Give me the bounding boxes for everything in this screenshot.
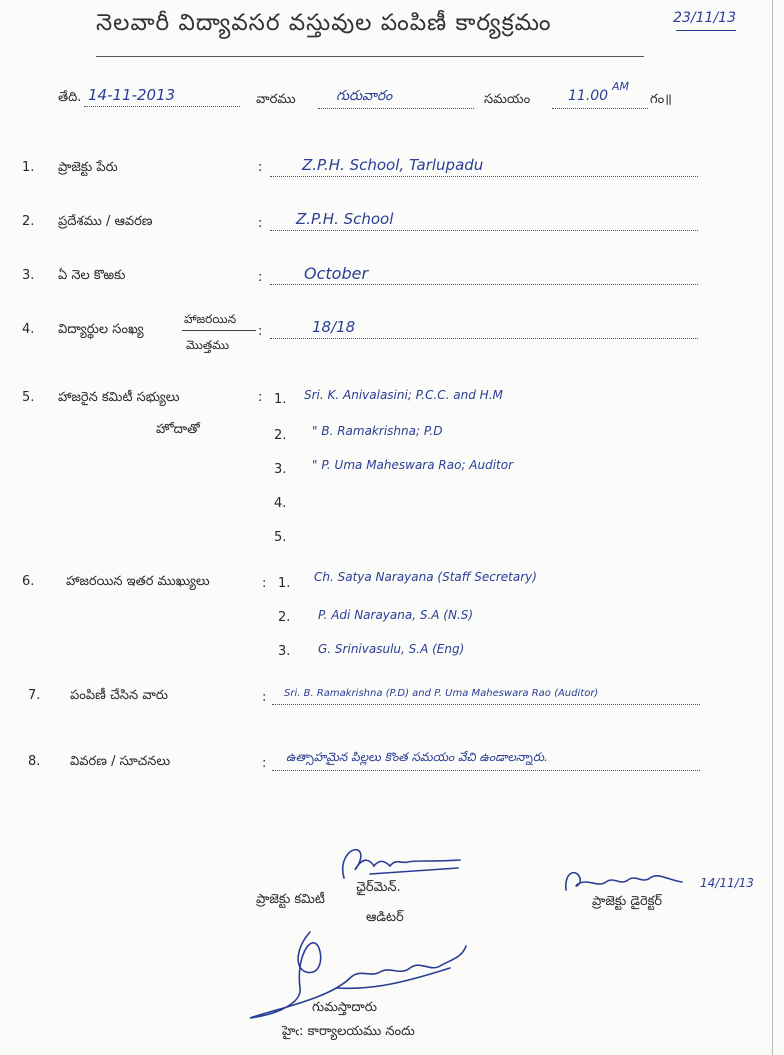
row-number: 5. — [22, 390, 35, 405]
time-dotline — [552, 108, 648, 109]
row-dotline — [272, 704, 700, 705]
row-dotline — [272, 770, 700, 771]
project-name-value: Z.P.H. School, Tarlupadu — [302, 156, 484, 174]
remarks-value: ఉత్సాహమైన పిల్లలు కొంత సమయం వేచి ఉండాలన్నారు. — [286, 750, 548, 764]
corner-date-underline — [676, 30, 736, 31]
total-label: మొత్తము — [186, 338, 230, 352]
remarks-label: వివరణ / సూచనలు — [70, 754, 171, 769]
weekday-value: గురువారం — [336, 88, 393, 104]
row-number: 1. — [22, 160, 35, 175]
project-name-label: ప్రాజెక్టు పేరు — [58, 160, 118, 175]
students-label: విద్యార్థుల సంఖ్య — [58, 322, 144, 337]
row-number: 4. — [22, 322, 35, 337]
row-dotline — [270, 230, 698, 231]
date-dotline — [84, 106, 240, 107]
row-number: 7. — [28, 688, 41, 703]
other-member: Ch. Satya Narayana (Staff Secretary) — [314, 570, 537, 584]
row-dotline — [270, 338, 698, 339]
month-value: October — [304, 264, 369, 283]
member-number: 5. — [274, 530, 287, 545]
colon: : — [258, 216, 263, 231]
member-number: 1. — [274, 392, 287, 407]
location-value: Z.P.H. School — [296, 210, 394, 228]
colon: : — [258, 270, 263, 285]
colon: : — [262, 756, 267, 771]
colon: : — [258, 390, 263, 405]
committee-sublabel: హోదాతో — [156, 422, 200, 437]
member-number: 1. — [278, 576, 291, 591]
clerk-label: గుమస్తాదారు — [312, 1000, 377, 1015]
date-value: 14-11-2013 — [88, 86, 176, 104]
colon: : — [262, 576, 267, 591]
committee-member: Sri. K. Anivalasini; P.C.C. and H.M — [304, 388, 503, 402]
students-value: 18/18 — [312, 318, 356, 336]
time-unit: గం॥ — [650, 92, 672, 107]
other-member: P. Adi Narayana, S.A (N.S) — [318, 608, 474, 622]
director-signature — [558, 862, 698, 898]
time-value: 11.00 — [568, 88, 609, 104]
others-label: హాజరయిన ఇతర ముఖ్యులు — [66, 574, 210, 589]
colon: : — [262, 690, 267, 705]
director-date: 14/11/13 — [700, 876, 754, 890]
row-dotline — [270, 176, 698, 177]
weekday-dotline — [318, 108, 474, 109]
committee-sign-label: ప్రాజెక్టు కమిటీ — [256, 892, 325, 907]
row-number: 2. — [22, 214, 35, 229]
distributed-by-label: పంపిణీ చేసిన వారు — [70, 688, 169, 703]
chairman-label: ఛైర్‌మెన్. — [356, 880, 401, 895]
present-label: హాజరయిన — [184, 312, 237, 326]
member-number: 2. — [274, 428, 287, 443]
weekday-label: వారము — [256, 92, 296, 107]
auditor-label: ఆడిటర్ — [366, 910, 404, 925]
committee-label: హాజరైన కమిటీ సభ్యులు — [58, 390, 180, 405]
distributed-by-value: Sri. B. Ramakrishna (P.D) and P. Uma Maheswara Rao (Auditor) — [284, 688, 599, 699]
member-number: 3. — [278, 644, 291, 659]
fraction-bar — [182, 330, 256, 331]
colon: : — [258, 324, 263, 339]
other-member: G. Srinivasulu, S.A (Eng) — [318, 642, 465, 656]
member-number: 2. — [278, 610, 291, 625]
month-label: ఏ నెల కొఱకు — [58, 268, 126, 283]
row-number: 8. — [28, 754, 41, 769]
page-edge — [772, 0, 773, 1055]
row-number: 6. — [22, 574, 35, 589]
time-suffix: AM — [612, 80, 630, 93]
member-number: 4. — [274, 496, 287, 511]
colon: : — [258, 160, 263, 175]
form-title: నెలవారీ విద్యావసర వస్తువుల పంపిణీ కార్యక్రమం — [96, 10, 552, 36]
title-underline — [96, 56, 644, 57]
location-label: ప్రదేశము / ఆవరణ — [58, 214, 153, 229]
member-number: 3. — [274, 462, 287, 477]
row-dotline — [270, 284, 698, 285]
corner-date: 23/11/13 — [673, 10, 736, 26]
time-label: సమయం — [484, 92, 531, 107]
committee-member: " P. Uma Maheswara Rao; Auditor — [312, 458, 514, 472]
row-number: 3. — [22, 268, 35, 283]
director-label: ప్రాజెక్టు డైరెక్టర్ — [592, 894, 663, 909]
date-label: తేది. — [58, 90, 82, 105]
office-label: హైఁ: కార్యాలయము నందు — [282, 1024, 415, 1039]
committee-member: " B. Ramakrishna; P.D — [312, 424, 443, 438]
